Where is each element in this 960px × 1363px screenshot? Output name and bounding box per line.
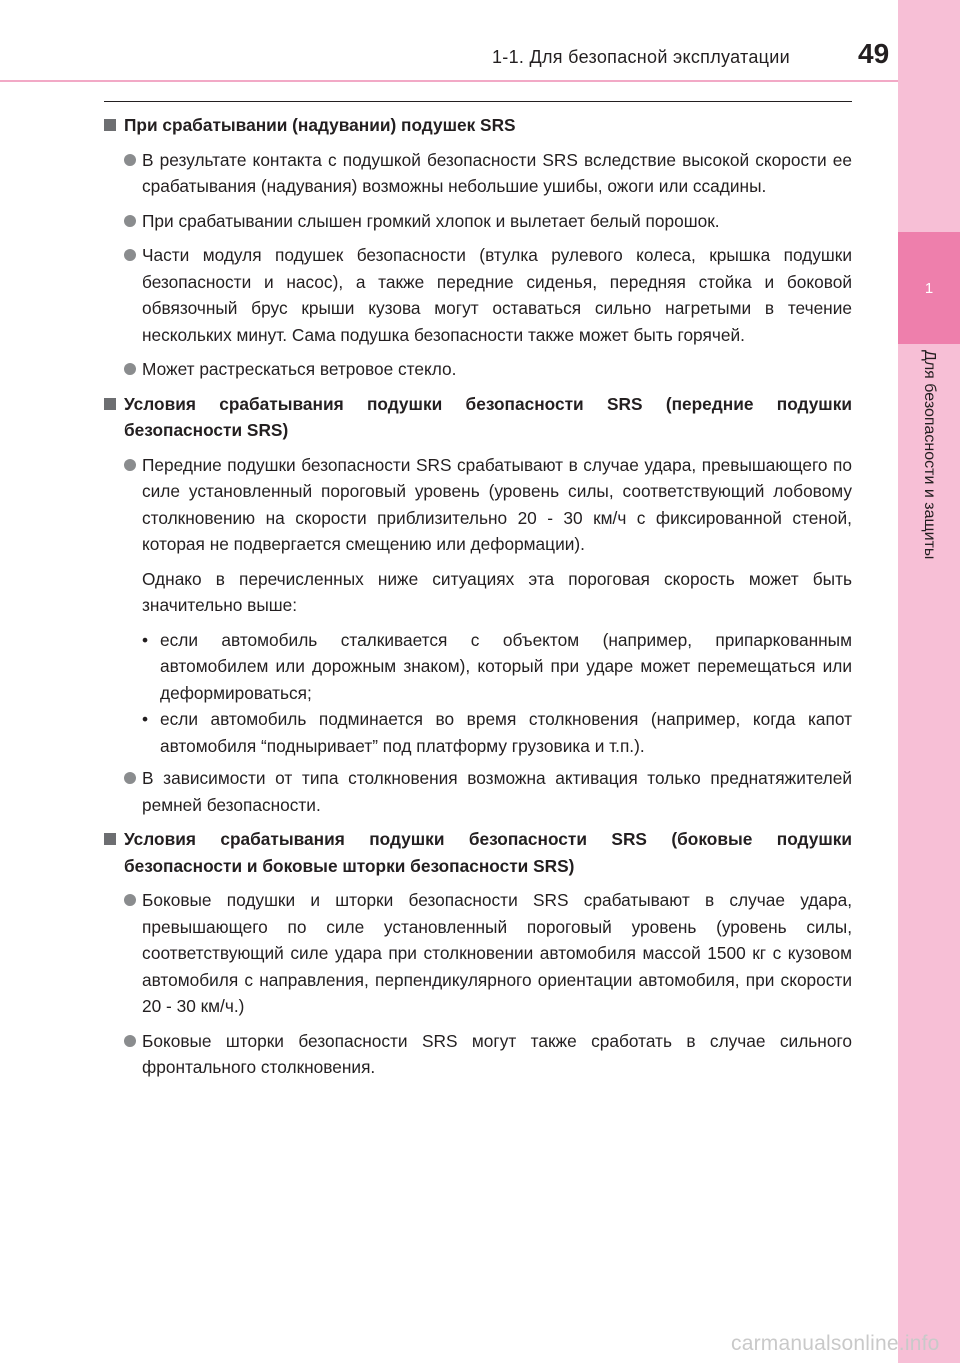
header-rule	[0, 80, 898, 82]
dot-bullet-icon: •	[142, 629, 149, 650]
list-item-text: Боковые подушки и шторки безопасности SRS срабатывают в случае удара, превышающего по силе установленный пороговый уровень (уровень силы, соответствующий силе удара при столкновении автомобиля массой 1500 кг с кузовом автомобиля с направления, перпендикулярного ориентации автомобиля, при скорости 20 - 30 км/ч.)	[142, 890, 852, 1016]
section-heading	[104, 826, 852, 879]
circle-bullet-icon	[124, 363, 136, 375]
list-item	[104, 765, 852, 818]
chapter-side-tab	[898, 0, 960, 1363]
circle-bullet-icon	[124, 894, 136, 906]
chapter-number: 1	[924, 280, 934, 297]
sub-list-item-text: если автомобиль подминается во время столкновения (например, когда капот автомобиля “подныривает” под платформу грузовика и т.п.).	[160, 709, 852, 756]
circle-bullet-icon	[124, 459, 136, 471]
section-heading	[104, 112, 852, 139]
square-bullet-icon	[104, 398, 116, 410]
sub-list-item	[104, 706, 852, 759]
list-item	[104, 1028, 852, 1081]
section-heading-text: Условия срабатывания подушки безопасности SRS (передние подушки безопасности SRS)	[124, 393, 852, 440]
list-item	[104, 452, 852, 558]
circle-bullet-icon	[124, 215, 136, 227]
list-item	[104, 242, 852, 348]
section-heading-text: Условия срабатывания подушки безопасности SRS (боковые подушки безопасности и боковые шторки безопасности SRS)	[124, 829, 852, 876]
circle-bullet-icon	[124, 772, 136, 784]
page-header	[0, 0, 898, 80]
list-item-text: Части модуля подушек безопасности (втулка рулевого колеса, крышка подушки безопасности и насос), а также передние сиденья, передняя стойка и боковой обвязочный брус крыши кузова могут оставаться сильно нагретыми в течение нескольких минут. Сама подушка безопасности также может быть горячей.	[142, 245, 852, 345]
list-item-text: Боковые шторки безопасности SRS могут также сработать в случае сильного фронтального столкновения.	[142, 1030, 852, 1077]
list-item-text: В результате контакта с подушкой безопасности SRS вследствие высокой скорости ее срабатывания (надувания) возможны небольшие ушибы, ожоги или ссадины.	[142, 149, 852, 196]
square-bullet-icon	[104, 833, 116, 845]
section-heading	[104, 391, 852, 444]
square-bullet-icon	[104, 119, 116, 131]
list-item-text: Передние подушки безопасности SRS срабатывают в случае удара, превышающего по силе установленный пороговый уровень (уровень силы, соответствующий лобовому столкновению на скорости приблизительно 20 - 30 км/ч с фиксированной стеной, которая не подвергается смещению или деформации).	[142, 454, 852, 554]
dot-bullet-icon: •	[142, 709, 149, 729]
list-item	[104, 208, 852, 235]
list-item-text: В зависимости от типа столкновения возможна активация только преднатяжителей ремней безопасности.	[142, 768, 852, 815]
page-number: 49	[858, 38, 890, 69]
section-heading-text: При срабатывании (надувании) подушек SRS	[124, 115, 516, 135]
site-watermark: carmanualsonline.info	[731, 1332, 940, 1355]
list-item-text: Может растрескаться ветровое стекло.	[142, 359, 457, 379]
list-item	[104, 147, 852, 200]
circle-bullet-icon	[124, 154, 136, 166]
circle-bullet-icon	[124, 249, 136, 261]
sub-list-item-text: если автомобиль сталкивается с объектом (например, припаркованным автомобилем или дорожным знаком), который при ударе может перемещаться или деформироваться;	[160, 629, 852, 703]
sub-list-item	[104, 627, 852, 707]
list-item-text: При срабатывании слышен громкий хлопок и вылетает белый порошок.	[142, 210, 720, 231]
list-item	[104, 356, 852, 383]
running-title: 1-1. Для безопасной эксплуатации	[492, 47, 791, 67]
list-item	[104, 887, 852, 1020]
chapter-title-vertical: Для безопасности и защиты	[921, 350, 938, 560]
page-content	[104, 112, 852, 1089]
circle-bullet-icon	[124, 1035, 136, 1047]
paragraph: Однако в перечисленных ниже ситуациях эта пороговая скорость может быть значительно выше:	[142, 568, 852, 615]
content-top-rule	[104, 101, 852, 102]
